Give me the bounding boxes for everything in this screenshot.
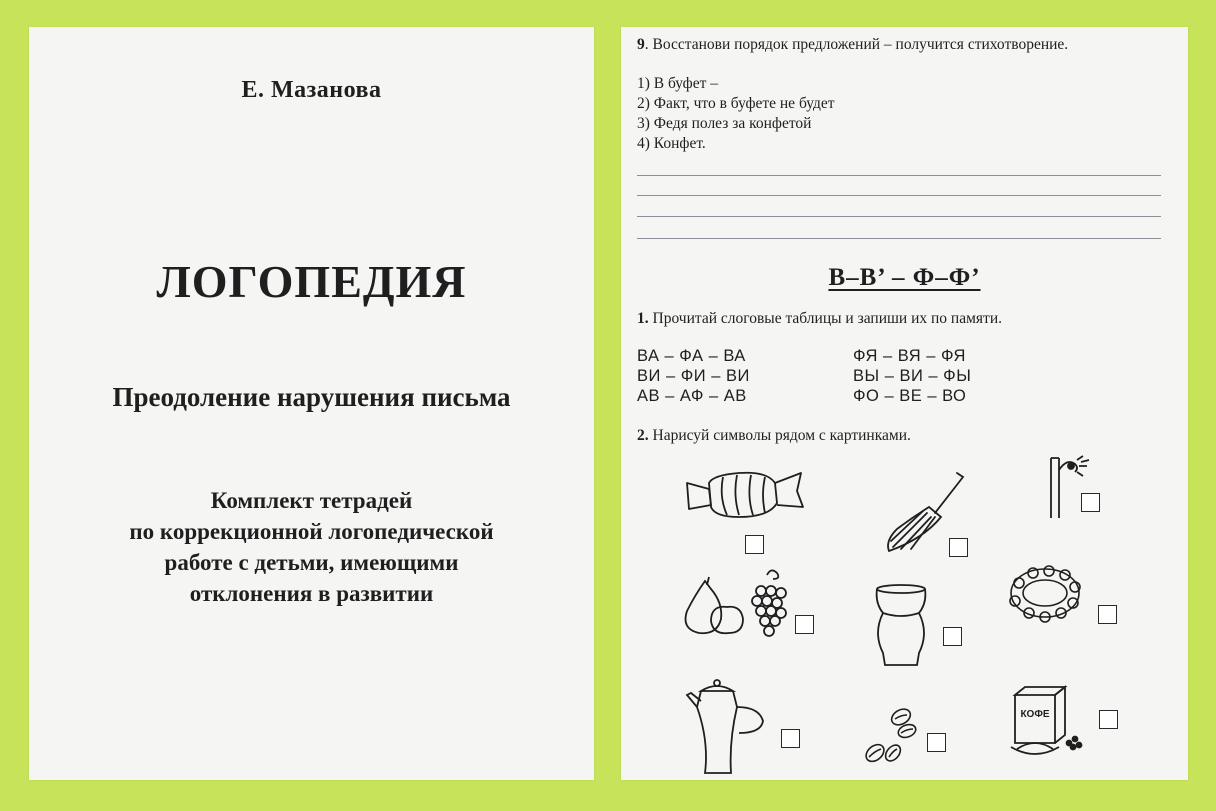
beans-picture [859,703,925,771]
book-subtitle: Преодоление нарушения письма [112,382,511,412]
exercise-1-text: Прочитай слоговые таблицы и запиши их по памяти. [652,310,1002,327]
poem-line: 1) В буфет – [637,75,718,92]
vase-picture [871,583,931,669]
syllable-row: АВ – АФ – АВ [637,387,747,405]
coffee-box-label: КОФЕ [1020,709,1050,720]
syllable-row: ФЯ – ВЯ – ФЯ [853,347,966,365]
answer-box[interactable] [949,538,968,557]
wreath-picture [1005,563,1085,625]
writing-line [637,216,1161,217]
syllable-row: ВИ – ФИ – ВИ [637,367,750,385]
fruits-picture [681,567,799,639]
poem-line: 4) Конфет. [637,135,706,152]
author-name: Е. Мазанова [241,77,382,103]
candy-picture [679,463,807,525]
answer-box[interactable] [1081,493,1100,512]
exercise-9-number: 9 [637,36,645,53]
writing-line [637,195,1161,196]
writing-line [637,238,1161,239]
exercise-9-text: . Восстанови порядок предложений – получится стихотворение. [644,36,1069,53]
book-title: ЛОГОПЕДИЯ [156,256,467,307]
description-line: работе с детьми, имеющими [164,550,459,575]
exercise-1-title [637,310,1002,328]
book-cover-page [29,27,594,780]
coffee-pot-picture [683,677,769,781]
exercise-1-number: 1. [637,310,649,327]
book-description [29,485,594,609]
answer-box[interactable] [943,627,962,646]
answer-box[interactable] [1098,605,1117,624]
syllable-row: ФО – ВЕ – ВО [853,387,967,405]
poem-line: 2) Факт, что в буфете не будет [637,95,835,112]
answer-box[interactable] [795,615,814,634]
exercise-2-title [637,427,911,445]
answer-box[interactable] [1099,710,1118,729]
coffee-box-picture [1005,683,1085,765]
syllable-row: ВЫ – ВИ – ФЫ [853,367,972,385]
poem-line: 3) Федя полез за конфетой [637,115,812,132]
answer-box[interactable] [781,729,800,748]
answer-box[interactable] [927,733,946,752]
description-line: Комплект тетрадей [210,488,413,513]
writing-line [637,175,1161,176]
answer-box[interactable] [745,535,764,554]
description-line: по коррекционной логопедической [129,519,494,544]
description-line: отклонения в развитии [189,581,434,606]
syllable-row: ВА – ФА – ВА [637,347,746,365]
exercise-2-text: Нарисуй символы рядом с картинками. [652,427,911,444]
exercise-2-number: 2. [637,427,649,444]
exercise-9-title [637,36,1068,54]
workbook-page [621,27,1188,780]
section-title: В–В’ – Ф–Ф’ [828,264,981,291]
